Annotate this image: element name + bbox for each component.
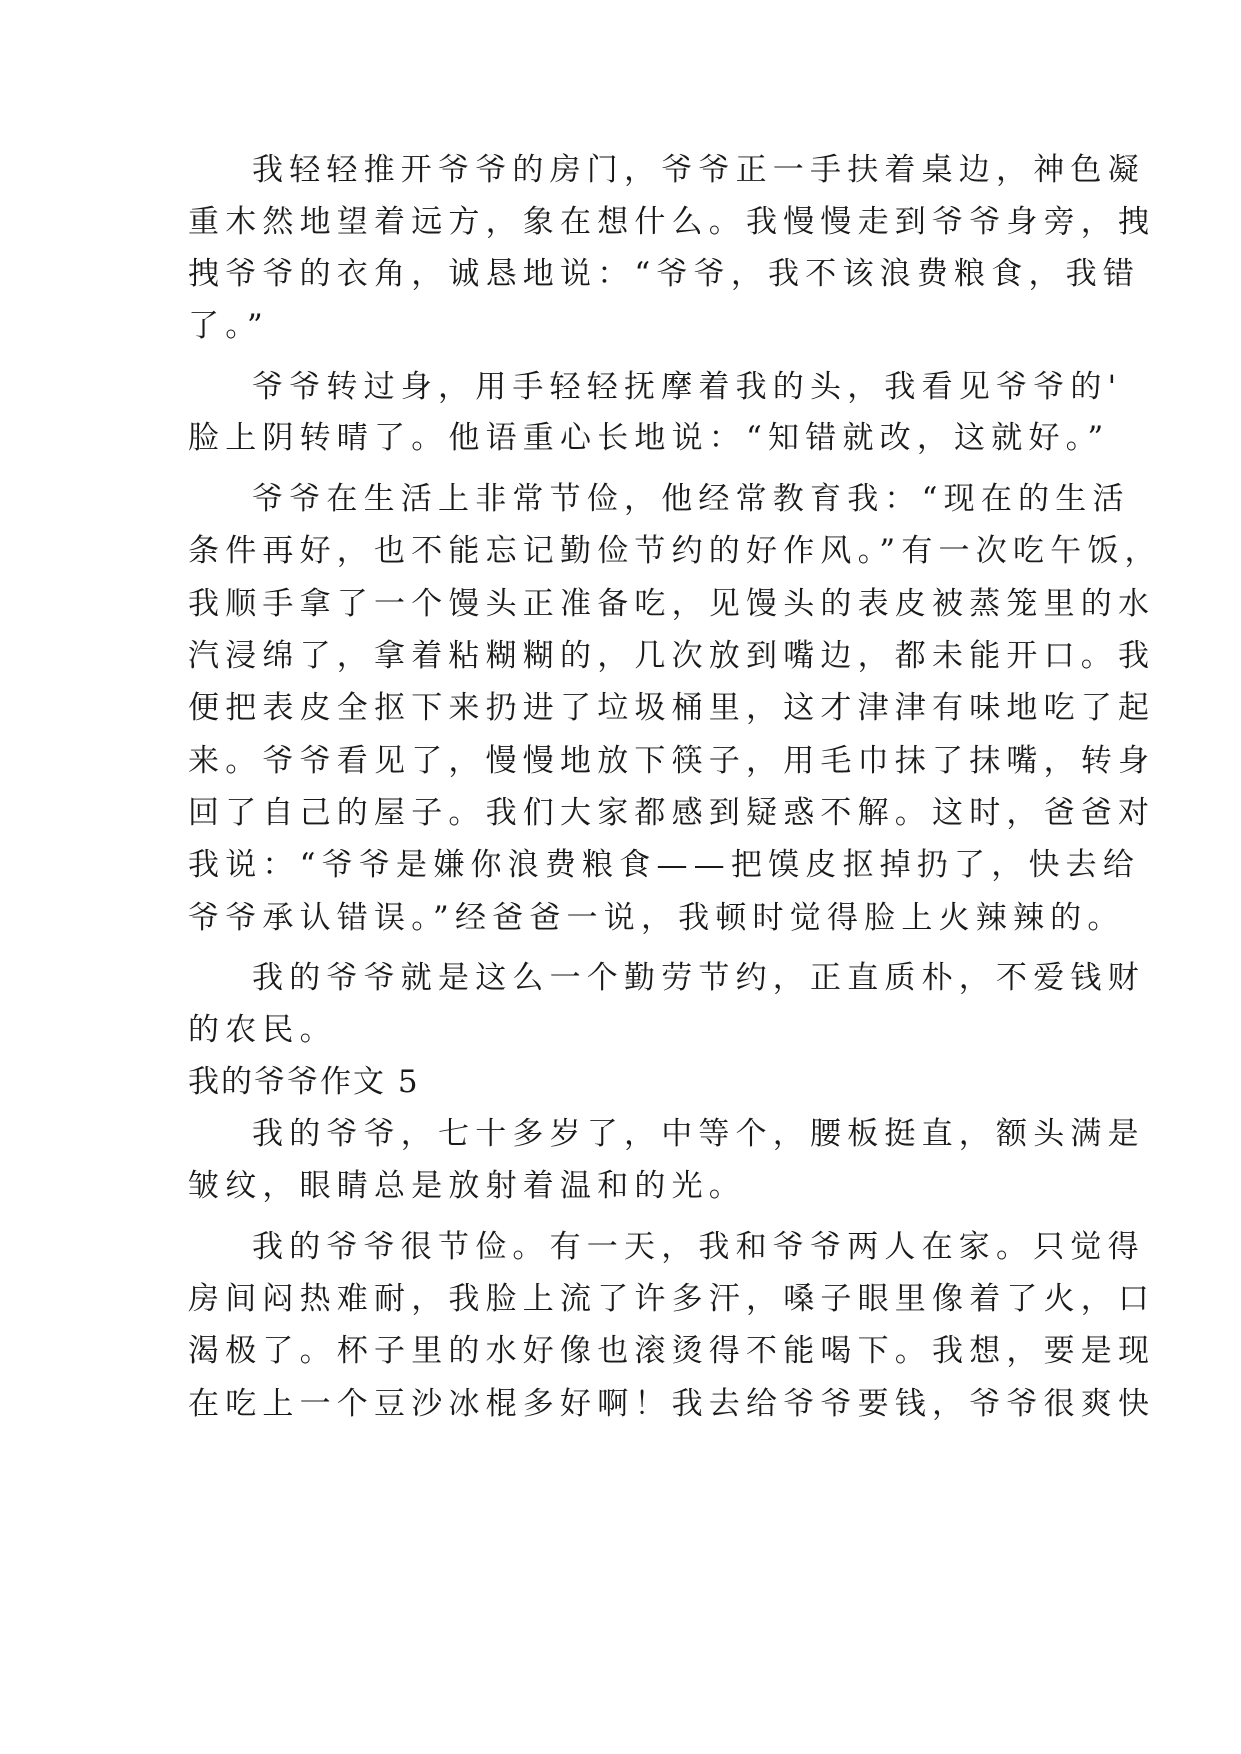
text-line: 爷爷在生活上非常节俭，他经常教育我：“现在的生活 — [252, 481, 1130, 517]
text-line: 便把表皮全抠下来扔进了垃圾桶里，这才津津有味地吃了起 — [188, 690, 1156, 726]
text-line: 爷爷承认错误。”经爸爸一说，我顿时觉得脸上火辣辣的。 — [188, 900, 1125, 936]
text-line: 的农民。 — [188, 1012, 337, 1048]
text-line: 汽浸绵了，拿着粘糊糊的，几次放到嘴边，都未能开口。我 — [188, 638, 1156, 674]
text-line: 拽爷爷的衣角，诚恳地说：“爷爷，我不该浪费粮食，我错 — [188, 256, 1141, 292]
text-line: 在吃上一个豆沙冰棍多好啊！我去给爷爷要钱，爷爷很爽快 — [188, 1386, 1156, 1422]
text-line: 我说：“爷爷是嫌你浪费粮食——把馍皮抠掉扔了，快去给 — [188, 847, 1141, 883]
text-line: 回了自己的屋子。我们大家都感到疑惑不解。这时，爸爸对 — [188, 795, 1156, 831]
text-line: 我的爷爷就是这么一个勤劳节约，正直质朴，不爱钱财 — [252, 960, 1145, 996]
text-line: 我的爷爷，七十多岁了，中等个，腰板挺直，额头满是 — [252, 1116, 1145, 1152]
text-line: 房间闷热难耐，我脸上流了许多汗，嗓子眼里像着了火，口 — [188, 1281, 1156, 1317]
text-line: 重木然地望着远方，象在想什么。我慢慢走到爷爷身旁，拽 — [188, 204, 1156, 240]
text-line: 我顺手拿了一个馒头正准备吃，见馒头的表皮被蒸笼里的水 — [188, 586, 1156, 622]
text-line: 条件再好，也不能忘记勤俭节约的好作风。”有一次吃午饭， — [188, 533, 1162, 569]
text-line: 脸上阴转晴了。他语重心长地说：“知错就改，这就好。” — [188, 420, 1110, 456]
text-line: 爷爷转过身，用手轻轻抚摩着我的头，我看见爷爷的' — [252, 369, 1123, 405]
text-line: 皱纹，眼睛总是放射着温和的光。 — [188, 1168, 746, 1204]
text-line: 了。” — [188, 308, 269, 344]
text-line: 我的爷爷很节俭。有一天，我和爷爷两人在家。只觉得 — [252, 1229, 1145, 1265]
text-line: 来。爷爷看见了，慢慢地放下筷子，用毛巾抹了抹嘴，转身 — [188, 743, 1156, 779]
text-line: 我轻轻推开爷爷的房门，爷爷正一手扶着桌边，神色凝 — [252, 152, 1145, 188]
section-heading: 我的爷爷作文 5 — [188, 1064, 420, 1100]
text-line: 渴极了。杯子里的水好像也滚烫得不能喝下。我想，要是现 — [188, 1333, 1156, 1369]
